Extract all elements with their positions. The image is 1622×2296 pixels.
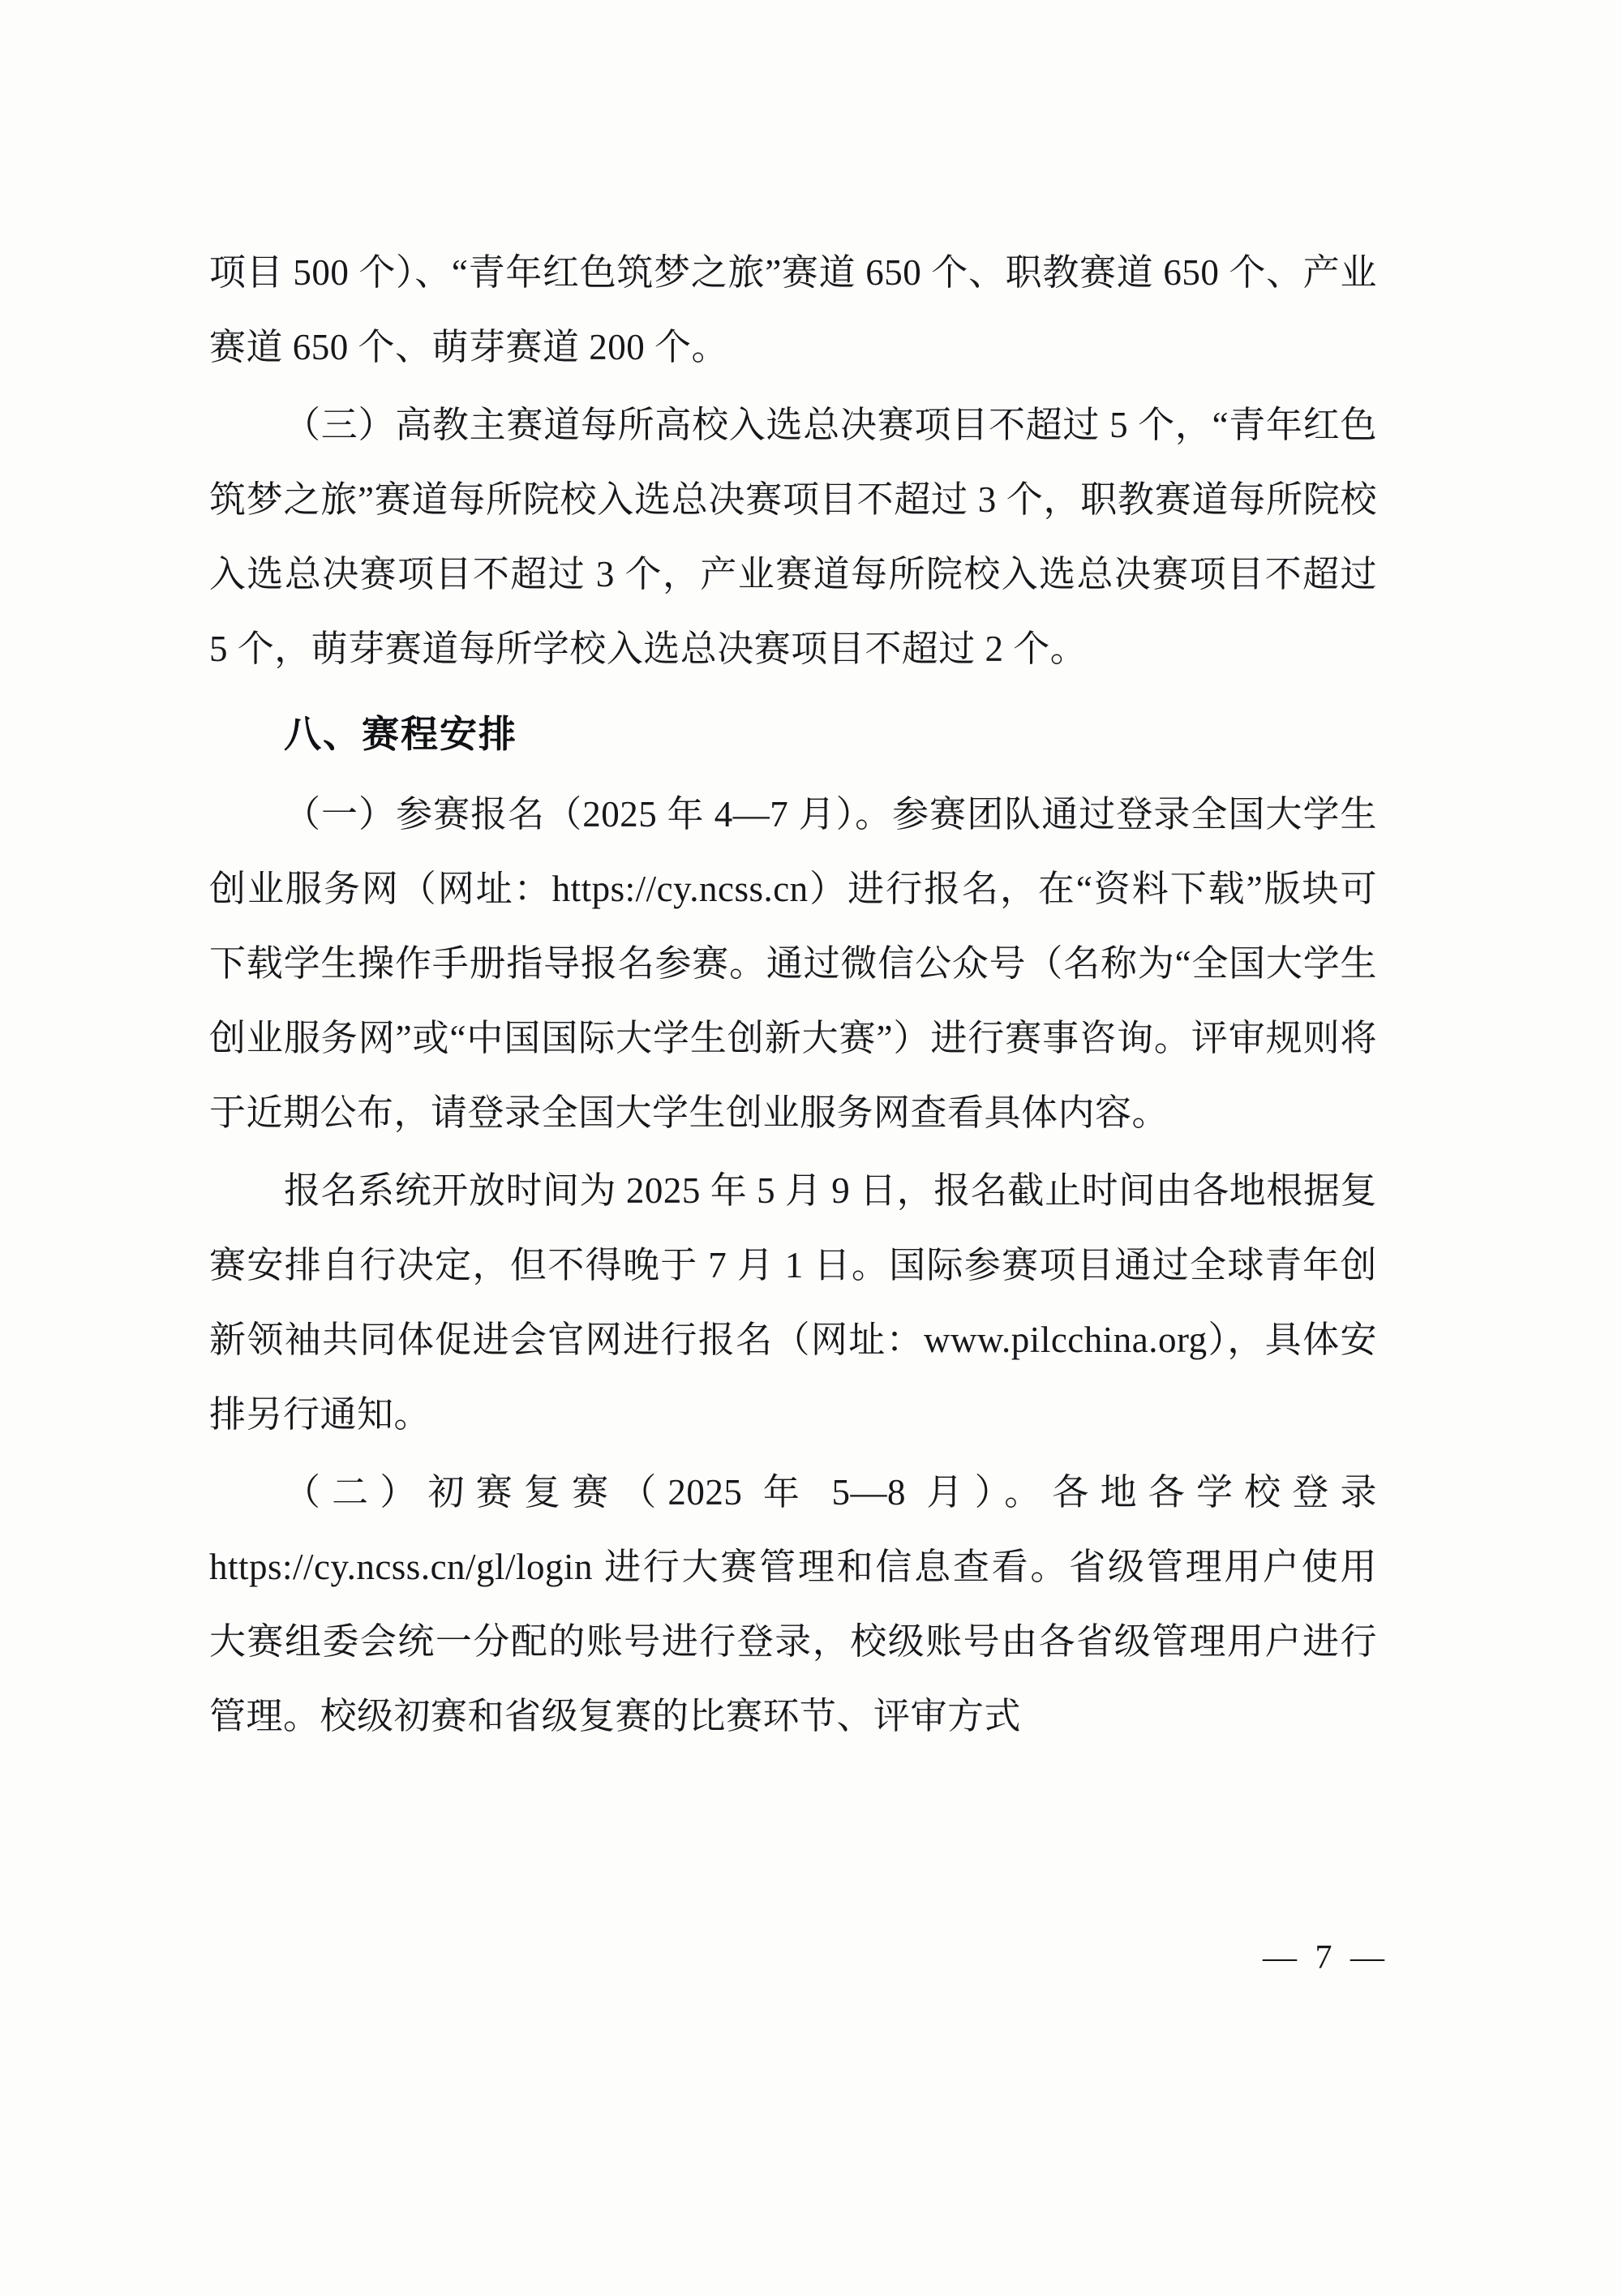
paragraph-registration-schedule: 报名系统开放时间为 2025 年 5 月 9 日，报名截止时间由各地根据复赛安排自行决定，但不得晚于 7 月 1 日。国际参赛项目通过全球青年创新领袖共同体促进会官网进行报名（网址：www.pilcchina.org），具体安排另行通知。 bbox=[209, 1170, 1377, 1435]
section-heading-eight: 八、赛程安排 bbox=[284, 714, 517, 755]
page-number-value: — 7 — bbox=[1263, 1939, 1389, 1976]
page-number bbox=[0, 1938, 1622, 1977]
paragraph-preliminary-rounds: （二）初赛复赛（2025 年 5—8 月）。各地各学校登录 https://cy.ncss.cn/gl/login 进行大赛管理和信息查看。省级管理用户使用大赛组委会统一分配的账号进行登录，校级账号由各省级管理用户进行管理。校级初赛和省级复赛的比赛环节、评审方式 bbox=[209, 1472, 1377, 1736]
paragraph-continuation: 项目 500 个）、“青年红色筑梦之旅”赛道 650 个、职教赛道 650 个、产业赛道 650 个、萌芽赛道 200 个。 bbox=[209, 252, 1377, 367]
paragraph-registration: （一）参赛报名（2025 年 4—7 月）。参赛团队通过登录全国大学生创业服务网（网址：https://cy.ncss.cn）进行报名，在“资料下载”版块可下载学生操作手册指导报名参赛。通过微信公众号（名称为“全国大学生创业服务网”或“中国国际大学生创新大赛”）进行赛事咨询。评审规则将于近期公布，请登录全国大学生创业服务网查看具体内容。 bbox=[209, 794, 1377, 1133]
paragraph-item-three: （三）高教主赛道每所高校入选总决赛项目不超过 5 个，“青年红色筑梦之旅”赛道每所院校入选总决赛项目不超过 3 个，职教赛道每所院校入选总决赛项目不超过 3 个，产业赛道每所院校入选总决赛项目不超过 5 个，萌芽赛道每所学校入选总决赛项目不超过 2 个。 bbox=[209, 405, 1377, 669]
document-body bbox=[209, 235, 1377, 1757]
